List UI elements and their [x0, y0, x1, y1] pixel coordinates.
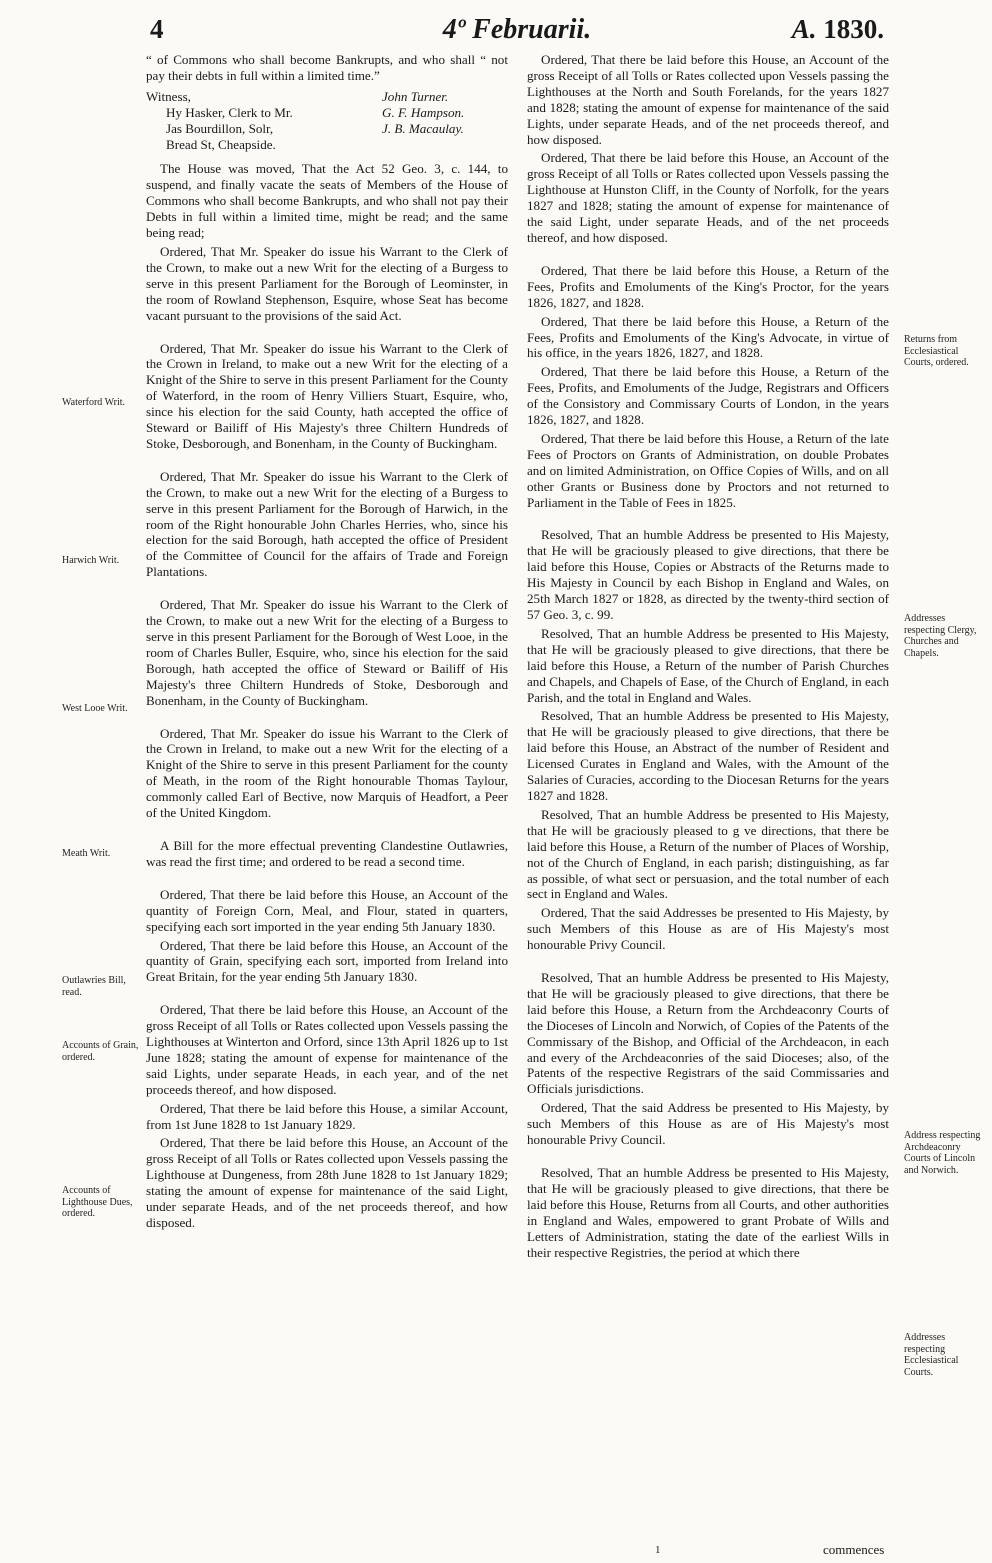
quote-text: “ of Commons who shall become Bankrupts, and who shall “ not pay their debts in full within a limited time.”: [146, 52, 508, 83]
margin-note-waterford: Waterford Writ.: [62, 397, 126, 408]
paragraph: Ordered, That there be laid before this House, an Account of the quantity of Foreign Corn, Meal, and Flour, stated in quarters, specifying each sort imported in the year ending 5th January 1830.: [146, 886, 508, 934]
signatory-2: G. F. Hampson.: [382, 104, 465, 120]
right-column: [527, 52, 889, 1263]
margin-note-harwich: Harwich Writ.: [62, 555, 120, 566]
margin-note-meath: Meath Writ.: [62, 848, 111, 859]
paragraph: A Bill for the more effectual preventing Clandestine Outlawries, was read the first time; and ordered to be read a second time.: [146, 837, 508, 869]
paragraph: Resolved, That an humble Address be presented to His Majesty, that He will be graciously pleased to give directions, that there be laid before this House, Returns from all Courts, and other authorities in England and Wales, empowered to grant Probate of Wills and Letters of Administration, stating the date of the earliest Wills in their respective Registries, the period at which there: [527, 1165, 889, 1260]
paragraph: Ordered, That there be laid before this House, an Account of the gross Receipt of all Tolls or Rates collected upon Vessels passing the Lighthouses at Winterton and Orford, since 13th April 1826 up to 1st June 1828; stating the amount of expense for maintenance of the said Lights, under separate Heads, in each year, and of the net proceeds thereof, and how disposed.: [146, 1002, 508, 1097]
catchword: commences: [823, 1542, 885, 1557]
paragraph: Resolved, That an humble Address be presented to His Majesty, that He will be graciously pleased to give directions, that there be laid before this House, a Return from the Archdeaconry Courts of the Dioceses of Lincoln and Norwich, of Copies of the Patents of the Commissary of the Bishop, and Official of the Archdeacon, in each and every of the Archdeaconries of the said Dioceses; also, of the Patents of the respective Registrars of the said Commissaries and Officials jurisdictions.: [527, 970, 889, 1097]
page-year: [792, 14, 884, 45]
paragraph: Ordered, That Mr. Speaker do issue his Warrant to the Clerk of the Crown, to make out a new Writ for the electing of a Burgess to serve in this present Parliament for the Borough of West Looe, in the room of Charles Buller, Esquire, who, since his election for the said Borough, hath accepted the office of Steward or Bailiff of His Majesty's three Chiltern Hundreds of Stoke, Desborough and Bonenham, in the County of Buckingham.: [146, 597, 508, 708]
paragraph: Ordered, That there be laid before this House, a similar Account, from 1st June 1828 to 1st January 1829.: [146, 1100, 508, 1132]
witness-line-2: Jas Bourdillon, Solr,: [166, 120, 274, 136]
paragraph: Ordered, That there be laid before this House, a Return of the Fees, Profits and Emoluments of the King's Proctor, for the years 1826, 1827, and 1828.: [527, 262, 889, 310]
witness-line-3: Bread St, Cheapside.: [166, 136, 276, 152]
paragraph: Ordered, That there be laid before this House, an Account of the gross Receipt of all Tolls or Rates collected upon Vessels passing the Lighthouse at Hunston Cliff, in the County of Norfolk, for the years 1827 and 1828; stating the amount of expense for maintenance of the said Light, under separate Heads, and of the net proceeds thereof, and how disposed.: [527, 150, 889, 245]
margin-note-lighthouse: Accounts of Lighthouse Dues, ordered.: [62, 1185, 133, 1219]
paragraph: Ordered, That there be laid before this House, a Return of the Fees, Profits, and Emoluments of the Judge, Registrars and Officers of the Consistory and Commissary Courts of London, in the years 1826, 1827, and 1828.: [527, 364, 889, 428]
margin-note-west-looe: West Looe Writ.: [62, 703, 128, 714]
page-header: [150, 14, 884, 54]
paragraph: Ordered, That Mr. Speaker do issue his Warrant to the Clerk of the Crown in Ireland, to make out a new Writ for the electing of a Knight of the Shire to serve in this present Parliament for the County of Waterford, in the room of Henry Villiers Stuart, Esquire, who, since his election for the said County, hath accepted the office of Steward or Bailiff of His Majesty's three Chiltern Hundreds of Stoke, Desborough, and Bonenham, in the County of Buckingham.: [146, 340, 508, 451]
paragraph: The House was moved, That the Act 52 Geo. 3, c. 144, to suspend, and finally vacate the seats of Members of the House of Commons who shall become Bankrupts, and who shall not pay their Debts in full within a limited time, might be read; and the same being read;: [146, 161, 508, 241]
page-date: 4º Februarii.: [442, 14, 592, 45]
paragraph: Ordered, That there be laid before this House, an Account of the gross Receipt of all Tolls or Rates collected upon Vessels passing the Lighthouse at Dungeness, from 28th June 1828 to 1st January 1829; stating the amount of expense for maintenance of the said Light, under separate Heads, and of the net proceeds thereof, and how disposed.: [146, 1135, 508, 1230]
witness-line-1: Hy Hasker, Clerk to Mr.: [166, 104, 293, 120]
margin-note-archdeaconry: Address respecting Archdeaconry Courts of Lincoln and Norwich.: [904, 1130, 981, 1176]
paragraph: Ordered, That there be laid before this House, an Account of the gross Receipt of all Tolls or Rates collected upon Vessels passing the Lighthouses at the North and South Forelands, for the years 1827 and 1828; stating the amount of expense for maintenance of the said Lights, under separate Heads, and of the net proceeds thereof, and how disposed.: [527, 52, 889, 147]
left-column: [146, 52, 508, 1234]
margin-note-clergy: Addresses respecting Clergy, Churches and Chapels.: [904, 613, 977, 659]
paragraph: Resolved, That an humble Address be presented to His Majesty, that He will be graciously pleased to give directions, that there be laid before this House, an Abstract of the number of Resident and Licensed Curates in England and Wales, with the Amount of the Salaries of Curacies, according to the Diocesan Returns for the years 1827 and 1828.: [527, 708, 889, 803]
witness-label: Witness,: [146, 88, 191, 104]
margin-note-outlawries: Outlawries Bill, read.: [62, 975, 126, 998]
signatory-3: J. B. Macaulay.: [382, 120, 464, 136]
margin-note-ecclesiastical: Addresses respecting Ecclesiastical Courts.: [904, 1332, 959, 1378]
paragraph: Ordered, That the said Address be presented to His Majesty, by such Members of this House as are of His Majesty's most honourable Privy Council.: [527, 1100, 889, 1148]
witness-block: [146, 89, 508, 153]
margin-note-returns: Returns from Ecclesiastical Courts, ordered.: [904, 334, 969, 368]
signatory-1: John Turner.: [382, 88, 449, 104]
year-value: 1830.: [823, 14, 884, 44]
paragraph: Ordered, That the said Addresses be presented to His Majesty, by such Members of this House as are of His Majesty's most honourable Privy Council.: [527, 905, 889, 953]
paragraph: Ordered, That there be laid before this House, an Account of the quantity of Grain, specifying each sort, imported from Ireland into Great Britain, for the year ending 5th January 1830.: [146, 937, 508, 985]
paragraph: Ordered, That there be laid before this House, a Return of the late Fees of Proctors on Grants of Administration, on double Probates and on limited Administration, on Office Copies of Wills, and on all other Grants or Business done by Proctors and not returned to Parliament in the Table of Fees in 1825.: [527, 430, 889, 510]
signature-mark: 1: [655, 1544, 661, 1556]
paragraph: Resolved, That an humble Address be presented to His Majesty, that He will be graciously pleased to give directions, that there be laid before this House, Copies or Abstracts of the Returns made to His Majesty in Council by each Bishop in England and Wales, on 25th March 1827 or 1828, as directed by the twenty-third section of 57 Geo. 3, c. 99.: [527, 527, 889, 622]
page-number: 4: [150, 14, 164, 44]
year-prefix: A.: [791, 14, 817, 44]
paragraph: Resolved, That an humble Address be presented to His Majesty, that He will be graciously pleased to give directions, that there be laid before this House, a Return of the number of Parish Churches and Chapels, and Chapels of Ease, of the Church of England, in each Parish, and the total in England and Wales.: [527, 625, 889, 705]
paragraph: Ordered, That Mr. Speaker do issue his Warrant to the Clerk of the Crown, to make out a new Writ for the electing of a Burgess to serve in this present Parliament for the Borough of Leominster, in the room of Rowland Stephenson, Esquire, whose Seat has become vacant pursuant to the provisions of the said Act.: [146, 243, 508, 323]
paragraph: Ordered, That there be laid before this House, a Return of the Fees, Profits and Emoluments of the King's Advocate, in virtue of his office, in the years 1826, 1827, and 1828.: [527, 313, 889, 361]
paragraph: Ordered, That Mr. Speaker do issue his Warrant to the Clerk of the Crown in Ireland, to make out a new Writ for the electing of a Knight of the Shire to serve in this present Parliament for the county of Meath, in the room of the Right honourable Thomas Taylour, commonly called Earl of Bective, now Marquis of Headfort, a Peer of the United Kingdom.: [146, 725, 508, 821]
margin-note-grain: Accounts of Grain, ordered.: [62, 1040, 139, 1063]
paragraph: Ordered, That Mr. Speaker do issue his Warrant to the Clerk of the Crown, to make out a new Writ for the electing of a Burgess to serve in this present Parliament for the Borough of Harwich, in the room of the Right honourable John Charles Herries, who, since his election for the said Borough, hath accepted the office of President of the Committee of Council for the affairs of Trade and Foreign Plantations.: [146, 468, 508, 580]
paragraph: Resolved, That an humble Address be presented to His Majesty, that He will be graciously pleased to g ve directions, that there be laid before this House, a Return of the number of Places of Worship, not of the Church of England, in each parish; distinguishing, as far as possible, of what sect or persuasion, and the total number of each sect in England and Wales.: [527, 806, 889, 902]
